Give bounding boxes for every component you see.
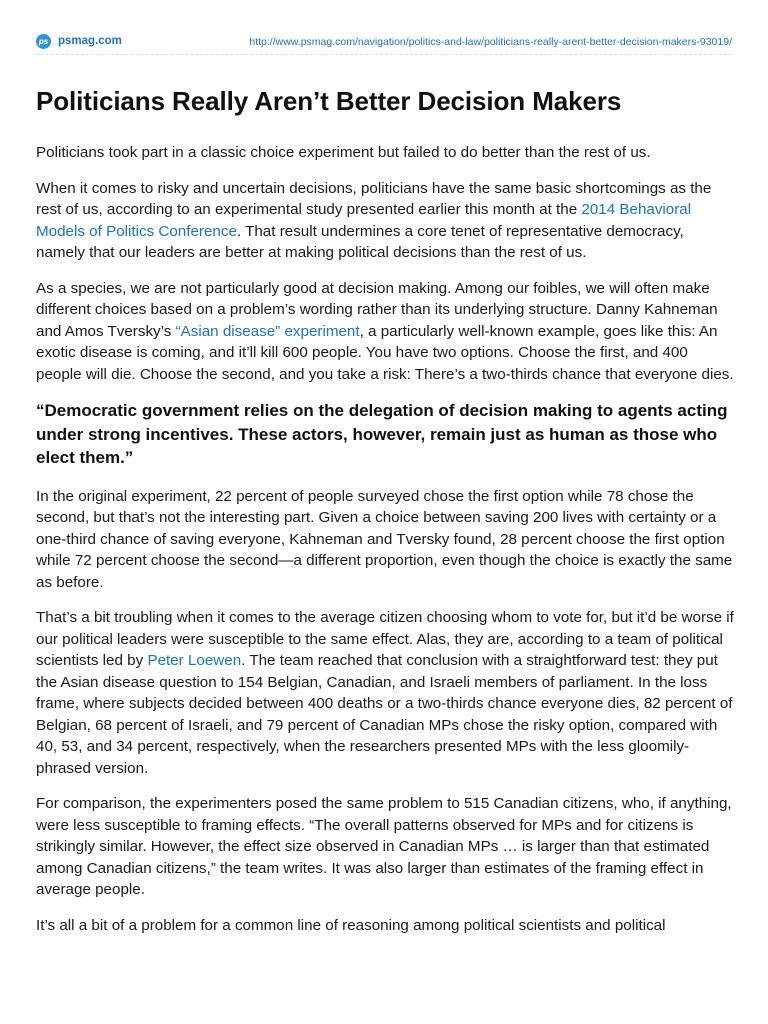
article-paragraph-1: Politicians took part in a classic choice experiment but failed to do better than the rest of us. bbox=[36, 144, 651, 161]
paragraph-text: , a particularly well-known example, goes like this: An exotic disease is coming, and it’ll kill 600 people. You have two options. Choose the first, and 400 people will die. Choose the second, and you take a risk: There’s a two-thirds chance that everyone dies. bbox=[36, 322, 734, 383]
paragraph-text: . That result undermines a core tenet of representative democracy, namely that our leaders are better at making political decisions than the rest of us. bbox=[36, 222, 684, 261]
article-title: Politicians Really Aren’t Better Decision Makers bbox=[36, 86, 622, 116]
article-body bbox=[36, 142, 736, 950]
article-paragraph-7: It’s all a bit of a problem for a common line of reasoning among political scientists and political bbox=[36, 916, 666, 934]
paragraph-text: As a species, we are not particularly good at decision making. Among our foibles, we will often make different choices based on a problem’s wording rather than its underlying structure. Danny Kahneman and Amos Tversky’s bbox=[36, 279, 718, 340]
pull-quote: “Democratic government relies on the delegation of decision making to agents acting under strong incentives. These actors, however, remain just as human as those who elect them.” bbox=[36, 401, 728, 467]
peter-loewen-link[interactable]: Peter Loewen bbox=[147, 652, 242, 669]
page-header bbox=[36, 32, 732, 55]
paragraph-text: . The team reached that conclusion with a straightforward test: they put the Asian disease question to 154 Belgian, Canadian, and Israeli members of parliament. In the loss frame, where subjects decided between 400 deaths or a two-thirds chance everyone dies, 82 percent of Belgian, 68 percent of Israeli, and 79 percent of Canadian MPs chose the risky option, compared with 40, 53, and 34 percent, respectively, when the researchers presented MPs with the less gloomily-phrased version. bbox=[36, 652, 733, 777]
article-paragraph-6: For comparison, the experimenters posed the same problem to 515 Canadian citizens, who, if anything, were less susceptible to framing effects. “The overall patterns observed for MPs and for citizens is strikingly similar. However, the effect size observed in Canadian MPs … is larger than that estimated among Canadian citizens,” the team writes. It was also larger than estimates of the framing effect in average people. bbox=[36, 795, 732, 898]
asian-disease-experiment-link[interactable]: “Asian disease” experiment bbox=[175, 322, 360, 340]
psmag-logo-icon: ps bbox=[36, 34, 51, 49]
article-paragraph-5 bbox=[36, 607, 736, 779]
paragraph-text: That’s a bit troubling when it comes to the average citizen choosing whom to vote for, but it’d be worse if our political leaders were susceptible to the same effect. Alas, they are, according to a team of political scientists led by bbox=[36, 609, 734, 669]
conference-link[interactable]: 2014 Behavioral Models of Politics Conference bbox=[36, 201, 692, 240]
paragraph-text: When it comes to risky and uncertain decisions, politicians have the same basic shortcomings as the rest of us, according to an experimental study presented earlier this month at the bbox=[36, 179, 712, 218]
site-link[interactable]: psmag.com bbox=[58, 35, 122, 47]
article-paragraph-3 bbox=[36, 278, 736, 386]
article-paragraph-4: In the original experiment, 22 percent of people surveyed chose the first option while 78 chose the second, but that’s not the interesting part. Given a choice between saving 200 lives with certainty or a one-third chance of saving everyone, Kahneman and Tversky found, 28 percent choose the first option while 72 percent choose the second—a different proportion, even though the choice is exactly the same as before. bbox=[36, 487, 733, 591]
source-url-link[interactable]: http://www.psmag.com/navigation/politics-and-law/politicians-really-arent-better-decision-makers-93019/ bbox=[249, 36, 732, 48]
article-paragraph-2 bbox=[36, 178, 736, 264]
